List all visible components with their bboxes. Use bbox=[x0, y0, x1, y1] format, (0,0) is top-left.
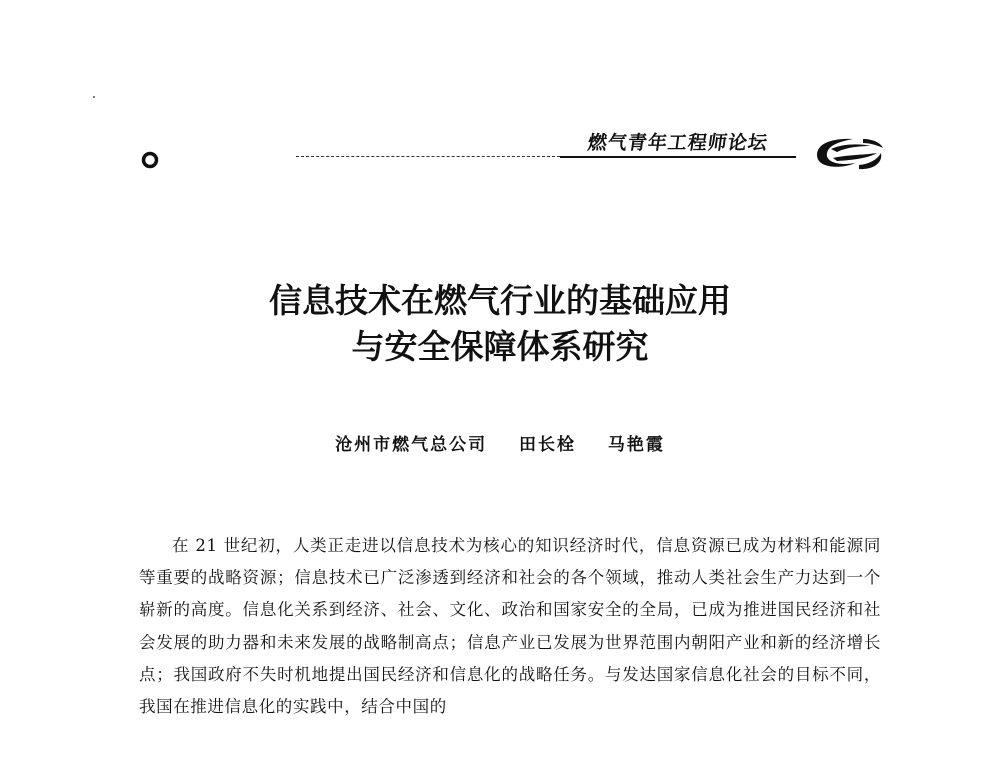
forum-title: 燃气青年工程师论坛 bbox=[586, 132, 770, 154]
author-name: 田长栓 bbox=[519, 435, 576, 455]
scan-speck bbox=[93, 96, 95, 98]
article-title-line-1: 信息技术在燃气行业的基础应用 bbox=[269, 281, 731, 320]
article-body-paragraph: 在 21 世纪初，人类正走进以信息技术为核心的知识经济时代，信息资源已成为材料和能源同等重要的战略资源；信息技术已广泛渗透到经济和社会的各个领域，推动人类社会生产力达到一个崭新的高度。信息化关系到经济、社会、文化、政治和国家安全的全局，已成为推进国民经济和社会发展的助力器和未来发展的战略制高点；信息产业已发展为世界范围内朝阳产业和新的经济增长点；我国政府不失时机地提出国民经济和信息化的战略任务。与发达国家信息化社会的目标不同，我国在推进信息化的实践中，结合中国的 bbox=[139, 536, 881, 717]
ring-bullet-icon bbox=[140, 150, 160, 170]
article-title bbox=[0, 278, 1000, 370]
author-name: 马艳霞 bbox=[607, 435, 665, 455]
gas-flame-logo-icon bbox=[803, 133, 885, 175]
author-organization: 沧州市燃气总公司 bbox=[335, 435, 488, 455]
article-title-line-2: 与安全保障体系研究 bbox=[351, 327, 649, 366]
header-rule-solid bbox=[560, 156, 796, 158]
author-line bbox=[0, 430, 1000, 455]
